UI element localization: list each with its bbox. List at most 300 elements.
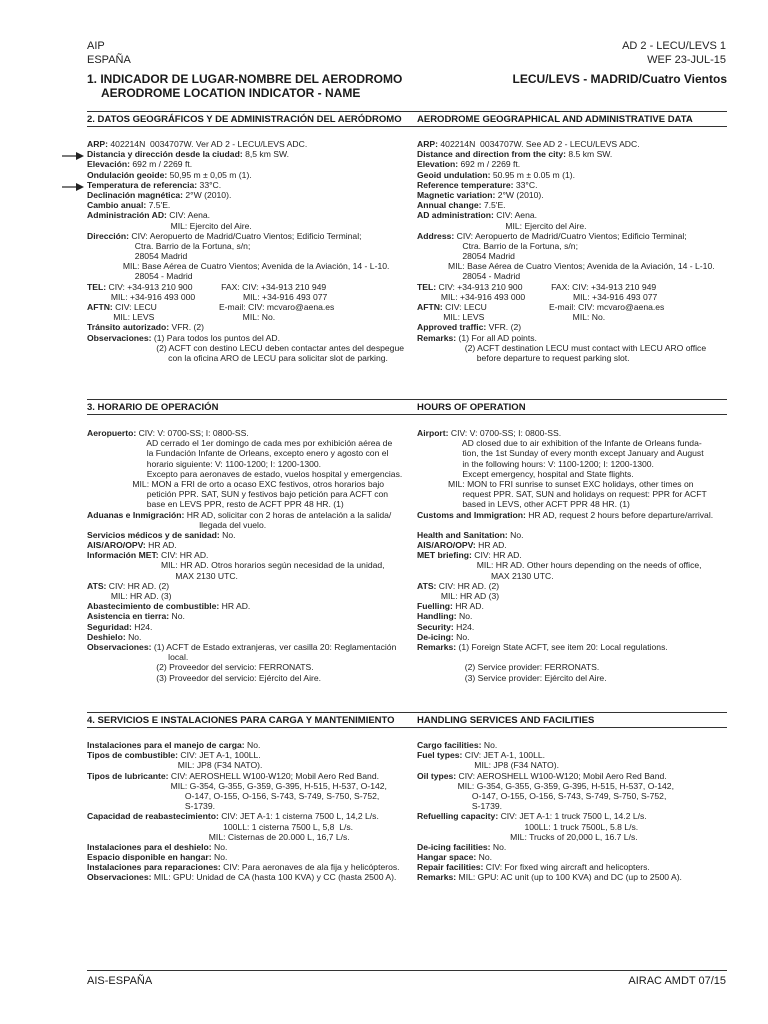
section-heading-es: 2. DATOS GEOGRÁFICOS Y DE ADMINISTRACIÓN DEL AERÓDROMO (87, 114, 402, 125)
section-rule (87, 126, 727, 127)
section-2-right-column (417, 139, 737, 363)
section-heading-es: 3. HORARIO DE OPERACIÓN (87, 402, 219, 413)
field-value: MAX 2130 UTC. (87, 570, 238, 581)
text-line (417, 781, 737, 791)
field-value: (2) Service provider: FERRONATS. (417, 662, 600, 673)
field-label: Servicios médicos y de sanidad: (87, 529, 220, 540)
field-label: Aeropuerto: (87, 428, 137, 438)
field-value: Excepto para aeronaves de estado, vuelos hospital y emergencias. (87, 468, 403, 479)
field-value: O-147, O-155, O-156, S-743, S-749, S-750, S-752, (417, 790, 667, 801)
field-value: 2°W (2010). (495, 189, 544, 200)
section-rule (87, 727, 727, 728)
field-label: Address: (417, 230, 455, 241)
field-value: No. (490, 841, 507, 852)
text-line (417, 261, 737, 271)
field-label: Cambio anual: (87, 200, 147, 211)
aerodrome-name: LECU/LEVS - MADRID/Cuatro Vientos (512, 72, 727, 86)
field-value: MIL: LEVS MIL: No. (417, 312, 606, 323)
field-value: No. (169, 611, 185, 622)
field-label: Asistencia en tierra: (87, 611, 170, 622)
field-label: Approved traffic: (417, 322, 487, 333)
text-line (417, 210, 737, 220)
field-label: Handling: (417, 611, 457, 622)
text-line (417, 560, 737, 570)
field-label: Administración AD: (87, 210, 167, 221)
text-line (417, 801, 737, 811)
text-line (87, 811, 407, 821)
field-value: (2) ACFT destination LECU must contact with LECU ARO office (417, 342, 707, 353)
field-value: 28054 Madrid (417, 251, 515, 262)
field-label: AIS/ARO/OPV: (417, 540, 476, 551)
field-value: No. (211, 841, 228, 852)
field-value: 33°C. (513, 179, 538, 190)
field-value: tion, the 1st Sunday of every month except January and August (417, 448, 704, 459)
section-4-left-column (87, 740, 407, 883)
text-line (417, 149, 737, 159)
field-value: CIV: LECU E-mail: CIV: mcvaro@aena.es (112, 302, 335, 312)
text-line (87, 302, 407, 312)
field-value: 8.5 km SW. (566, 149, 613, 160)
section-rule (87, 712, 727, 713)
text-line (87, 832, 407, 842)
section-rule (87, 111, 727, 112)
text-line (87, 448, 407, 458)
field-label: Observaciones: (87, 641, 152, 652)
field-label: Cargo facilities: (417, 740, 482, 750)
field-label: Remarks: (417, 332, 457, 343)
text-line (417, 469, 737, 479)
text-line (87, 662, 407, 672)
field-value: No. (125, 631, 142, 642)
text-line (417, 760, 737, 770)
field-value: MAX 2130 UTC. (417, 570, 554, 581)
field-value: 33°C. (197, 179, 222, 190)
text-line (87, 190, 407, 200)
field-value: (3) Proveedor del servicio: Ejército del Aire. (87, 672, 322, 683)
text-line (87, 271, 407, 281)
text-line (87, 139, 407, 149)
field-label: Fuelling: (417, 601, 453, 612)
text-line (417, 591, 737, 601)
text-line (87, 251, 407, 261)
text-line (417, 872, 737, 882)
text-line (87, 560, 407, 570)
field-value: 2°W (2010). (183, 189, 232, 200)
field-label: Observaciones: (87, 332, 152, 343)
text-line (87, 510, 407, 520)
text-line (87, 241, 407, 251)
section-rule (87, 399, 727, 400)
text-line (417, 673, 737, 683)
header-left-aip: AIP (87, 40, 105, 52)
text-line (87, 499, 407, 509)
field-value: CIV: Aena. (493, 210, 538, 221)
field-value: CIV: HR AD. (2) (106, 580, 170, 591)
text-line (87, 842, 407, 852)
field-label: Remarks: (417, 872, 457, 883)
field-label: Instalaciones para reparaciones: (87, 862, 221, 873)
field-label: TEL: (417, 281, 437, 292)
text-line (417, 459, 737, 469)
text-line (417, 438, 737, 448)
footer-left: AIS-ESPAÑA (87, 975, 153, 987)
text-line (87, 611, 407, 621)
field-value: 50,95 m ± 0,05 m (1). (167, 169, 252, 180)
text-line (417, 322, 737, 332)
field-label: Reference temperature: (417, 179, 514, 190)
field-label: Distance and direction from the city: (417, 149, 566, 160)
footer-rule (87, 970, 727, 971)
text-line (417, 740, 737, 750)
field-label: Oil types: (417, 770, 457, 781)
field-label: Declinación magnética: (87, 189, 183, 200)
text-line (87, 520, 407, 530)
field-label: ARP: (87, 139, 109, 149)
field-value: request PPR. SAT, SUN and holidays on request: PPR for ACFT (417, 489, 707, 500)
text-line (87, 750, 407, 760)
text-line (87, 333, 407, 343)
header-right-page-ref: AD 2 - LECU/LEVS 1 (622, 40, 726, 52)
text-line (417, 571, 737, 581)
field-label: Repair facilities: (417, 862, 484, 873)
field-label: Tipos de combustible: (87, 750, 179, 761)
text-line (417, 479, 737, 489)
field-value: MIL: Base Aérea de Cuatro Vientos; Avenida de la Aviación, 14 - L-10. (417, 261, 715, 272)
field-value: (1) ACFT de Estado extranjeras, ver casilla 20: Reglamentación (151, 641, 397, 652)
field-value: AD closed due to air exhibition of the Infante de Orleans funda- (417, 438, 702, 449)
field-value: con la oficina ARO de LECU para solicitar slot de parking. (87, 352, 388, 363)
text-line (87, 322, 407, 332)
text-line (417, 333, 737, 343)
field-label: Tipos de lubricante: (87, 770, 169, 781)
text-line (417, 550, 737, 560)
field-value: S-1739. (417, 801, 503, 812)
field-label: Hangar space: (417, 852, 477, 863)
field-label: Observaciones: (87, 872, 152, 883)
field-label: Deshielo: (87, 631, 126, 642)
text-line (87, 530, 407, 540)
field-value: CIV: AEROSHELL W100-W120; Mobil Aero Red Band. (168, 770, 379, 781)
text-line (87, 591, 407, 601)
field-label: Capacidad de reabastecimiento: (87, 811, 219, 822)
text-line (87, 673, 407, 683)
text-line (87, 601, 407, 611)
header-right-effective-date: WEF 23-JUL-15 (647, 54, 726, 66)
text-line (87, 343, 407, 353)
text-line (417, 312, 737, 322)
field-value: HR AD. (145, 540, 177, 551)
field-value: No. (481, 740, 498, 750)
field-value: Except emergency, hospital and State flights. (417, 468, 634, 479)
field-value: No. (453, 631, 470, 642)
field-value: MIL: HR AD. Other hours depending on the needs of office, (417, 560, 702, 571)
text-line (417, 170, 737, 180)
field-value: CIV: HR AD. (2) (436, 580, 500, 591)
field-value: CIV: JET A-1, 100LL. (178, 750, 261, 761)
text-line (417, 428, 737, 438)
text-line (87, 622, 407, 632)
field-value: CIV: JET A-1, 100LL. (462, 750, 546, 761)
text-line (417, 581, 737, 591)
field-value: MIL: Cisternas de 20.000 L, 16,7 L/s. (87, 831, 350, 842)
field-label: ARP: (417, 139, 439, 149)
text-line (87, 479, 407, 489)
field-value: S-1739. (87, 801, 215, 812)
field-value: MIL: Ejercito del Aire. (417, 220, 587, 231)
text-line (87, 791, 407, 801)
field-value: CIV: For fixed wing aircraft and helicopters. (483, 862, 650, 873)
text-line (87, 159, 407, 169)
text-line (87, 353, 407, 363)
text-line (87, 771, 407, 781)
field-value: MIL: +34-916 493 000 MIL: +34-916 493 077 (417, 291, 658, 302)
field-value: 28054 - Madrid (87, 271, 193, 282)
field-label: Instalaciones para el deshielo: (87, 841, 212, 852)
text-line (87, 632, 407, 642)
section-3-right-column (417, 428, 737, 683)
text-line (417, 862, 737, 872)
text-line (417, 652, 737, 662)
text-line (417, 448, 737, 458)
title-english: AERODROME LOCATION INDICATOR - NAME (101, 86, 361, 100)
field-value: No. (211, 852, 228, 863)
field-value: horario siguiente: V: 1100-1200; I: 1200-1300. (87, 458, 322, 469)
section-3-left-column (87, 428, 407, 683)
field-value: CIV: Para aeronaves de ala fija y helicópteros. (220, 862, 400, 873)
field-value: before departure to request parking slot. (417, 352, 630, 363)
field-label: ATS: (87, 580, 107, 591)
field-label: AIS/ARO/OPV: (87, 540, 146, 551)
field-value: CIV: +34-913 210 900 FAX: CIV: +34-913 210 949 (436, 281, 657, 292)
field-value: 28054 - Madrid (417, 271, 521, 282)
field-label: Annual change: (417, 200, 482, 211)
text-line (87, 231, 407, 241)
text-line (417, 499, 737, 509)
field-value: petición PPR. SAT, SUN y festivos bajo petición para ACFT con (87, 489, 389, 500)
field-label: Dirección: (87, 230, 130, 241)
field-value: (2) Proveedor del servicio: FERRONATS. (87, 662, 314, 673)
field-label: TEL: (87, 281, 107, 292)
text-line (87, 170, 407, 180)
field-value: MIL: JP8 (F34 NATO). (87, 760, 263, 771)
field-value: CIV: V: 0700-SS; I: 0800-SS. (136, 428, 249, 438)
field-value: 8,5 km SW. (242, 149, 290, 160)
text-line (417, 231, 737, 241)
field-value: HR AD, request 2 hours before departure/arrival. (525, 509, 714, 520)
field-label: Elevación: (87, 159, 130, 170)
text-line (417, 343, 737, 353)
text-line (87, 872, 407, 882)
field-value: CIV: +34-913 210 900 FAX: CIV: +34-913 210 949 (106, 281, 327, 292)
field-value: CIV: AEROSHELL W100-W120; Mobil Aero Red Band. (456, 770, 667, 781)
field-value: local. (87, 652, 189, 663)
text-line (417, 200, 737, 210)
text-line (87, 862, 407, 872)
text-line (87, 581, 407, 591)
field-value: based in LEVS, other ACFT PPR 48 HR. (1) (417, 499, 630, 510)
field-value: 692 m / 2269 ft. (458, 159, 521, 170)
text-line (417, 811, 737, 821)
field-value: base en LEVS PPR, resto de ACFT PPR 48 HR. (1) (87, 499, 344, 510)
field-label: Temperatura de referencia: (87, 179, 198, 190)
arrow-marker-icon (62, 152, 84, 160)
field-value: MIL: G-354, G-355, G-359, G-395, H-515, H-537, O-142, (87, 780, 387, 791)
text-line (417, 241, 737, 251)
section-rule (87, 414, 727, 415)
title-spanish: 1. INDICADOR DE LUGAR-NOMBRE DEL AERODROMO (87, 72, 403, 86)
text-line (417, 282, 737, 292)
field-value: VFR. (2) (486, 322, 522, 333)
field-value: llegada del vuelo. (87, 519, 267, 530)
text-line (87, 221, 407, 231)
arrow-marker-icon (62, 183, 84, 191)
field-value: Ctra. Barrio de la Fortuna, s/n; (417, 240, 578, 251)
field-value: O-147, O-155, O-156, S-743, S-749, S-750, S-752, (87, 790, 380, 801)
field-value: HR AD. (475, 540, 507, 551)
field-label: ATS: (417, 580, 437, 591)
field-value: (1) For all AD points. (456, 332, 537, 343)
text-line (87, 282, 407, 292)
text-line (417, 271, 737, 281)
field-value: 402214N 0034707W. See AD 2 - LECU/LEVS ADC. (438, 139, 640, 149)
field-label: Abastecimiento de combustible: (87, 601, 220, 612)
text-line (417, 642, 737, 652)
field-value: CIV: HR AD. (158, 550, 209, 561)
field-value: la Fundación Infante de Orleans, excepto enero y agosto con el (87, 448, 389, 459)
text-line (417, 251, 737, 261)
text-line (87, 210, 407, 220)
field-label: Refuelling capacity: (417, 811, 499, 822)
text-line (87, 438, 407, 448)
field-label: Magnetic variation: (417, 189, 496, 200)
field-label: Información MET: (87, 550, 159, 561)
field-value: (2) ACFT con destino LECU deben contactar antes del despegue (87, 342, 405, 353)
field-label: Instalaciones para el manejo de carga: (87, 740, 245, 750)
text-line (417, 489, 737, 499)
document-title (87, 72, 727, 100)
field-value: MIL: HR AD. Otros horarios según necesidad de la unidad, (87, 560, 385, 571)
field-label: De-icing facilities: (417, 841, 491, 852)
field-value: HR AD. (452, 601, 484, 612)
field-label: Ondulación geoide: (87, 169, 168, 180)
text-line (87, 550, 407, 560)
text-line (87, 540, 407, 550)
field-label: Customs and Immigration: (417, 509, 526, 520)
text-line (417, 221, 737, 231)
text-line (417, 750, 737, 760)
field-label: Security: (417, 621, 454, 632)
text-line (417, 852, 737, 862)
field-value: CIV: Aeropuerto de Madrid/Cuatro Vientos; Edificio Terminal; (129, 230, 362, 241)
footer-right: AIRAC AMDT 07/15 (628, 975, 726, 987)
field-value: MIL: GPU: Unidad de CA (hasta 100 KVA) y CC (hasta 2500 A). (151, 872, 397, 883)
field-value: MIL: HR AD. (3) (87, 591, 172, 601)
field-value: MIL: Base Aérea de Cuatro Vientos; Avenida de la Aviación, 14 - L-10. (87, 261, 390, 272)
section-heading-en: HANDLING SERVICES AND FACILITIES (417, 715, 595, 726)
field-value: CIV: JET A-1: 1 truck 7500 L, 14.2 L/s. (498, 811, 647, 822)
field-value: 402214N 0034707W. Ver AD 2 - LECU/LEVS ADC. (108, 139, 308, 149)
text-line (87, 760, 407, 770)
field-value: (1) Para todos los puntos del AD. (151, 332, 280, 343)
text-line (87, 642, 407, 652)
field-value: AD cerrado el 1er domingo de cada mes por exhibición aérea de (87, 438, 393, 449)
text-line (417, 180, 737, 190)
section-2-left-column (87, 139, 407, 363)
text-line (417, 842, 737, 852)
field-value: CIV: JET A-1: 1 cisterna 7500 L, 14,2 L/s. (218, 811, 379, 822)
text-line (417, 540, 737, 550)
field-value: HR AD, solicitar con 2 horas de antelación a la salida/ (184, 509, 392, 520)
field-label: Tránsito autorizado: (87, 322, 170, 333)
field-value: CIV: Aena. (166, 210, 211, 221)
field-label: Distancia y dirección desde la ciudad: (87, 149, 243, 160)
text-line (417, 822, 737, 832)
field-label: AFTN: (417, 302, 443, 312)
field-label: Remarks: (417, 641, 457, 652)
field-label: Espacio disponible en hangar: (87, 852, 212, 863)
text-line (87, 428, 407, 438)
text-line (417, 832, 737, 842)
text-line (87, 200, 407, 210)
section-heading-en: HOURS OF OPERATION (417, 402, 526, 413)
field-label: Fuel types: (417, 750, 463, 761)
header-left-country: ESPAÑA (87, 54, 131, 66)
text-line (417, 771, 737, 781)
field-value: H24. (131, 621, 153, 632)
text-line (417, 159, 737, 169)
text-line (417, 662, 737, 672)
text-line (87, 822, 407, 832)
field-label: Geoid undulation: (417, 169, 491, 180)
field-value: 7.5'E. (481, 200, 506, 211)
text-line (417, 622, 737, 632)
field-label: MET briefing: (417, 550, 472, 561)
field-value: (1) Foreign State ACFT, see item 20: Local regulations. (456, 641, 668, 652)
text-line (87, 459, 407, 469)
text-line (87, 652, 407, 662)
field-value: MIL: +34-916 493 000 MIL: +34-916 493 077 (87, 291, 328, 302)
field-value: HR AD. (219, 601, 251, 612)
field-value: CIV: V: 0700-SS; I: 0800-SS. (448, 428, 562, 438)
field-value: MIL: MON a FRI de orto a ocaso EXC festivos, otros horarios bajo (87, 478, 385, 489)
field-value: CIV: LECU E-mail: CIV: mcvaro@aena.es (442, 302, 665, 312)
field-label: AFTN: (87, 302, 113, 312)
field-value: CIV: HR AD. (471, 550, 522, 561)
field-value: No. (507, 529, 524, 540)
field-label: Elevation: (417, 159, 459, 170)
field-value: Ctra. Barrio de la Fortuna, s/n; (87, 240, 251, 251)
text-line (87, 852, 407, 862)
field-value: 100LL: 1 truck 7500L, 5.8 L/s. (417, 821, 639, 832)
field-value: MIL: Ejercito del Aire. (87, 220, 252, 231)
field-label: Seguridad: (87, 621, 132, 632)
text-line (87, 292, 407, 302)
text-line (417, 292, 737, 302)
field-value: No. (244, 740, 261, 750)
field-value: VFR. (2) (169, 322, 204, 333)
field-value: MIL: GPU: AC unit (up to 100 KVA) and DC (up to 2500 A). (456, 872, 682, 883)
field-value: MIL: HR AD (3) (417, 591, 500, 601)
text-line (417, 611, 737, 621)
field-value: 100LL: 1 cisterna 7500 L, 5,8 L/s. (87, 821, 354, 832)
text-line (417, 302, 737, 312)
field-value: MIL: MON to FRI sunrise to sunset EXC holidays, other times on (417, 478, 694, 489)
text-line (417, 510, 737, 520)
field-value: (3) Service provider: Ejército del Aire. (417, 672, 607, 683)
text-line (417, 520, 737, 530)
text-line (417, 353, 737, 363)
field-value: 28054 Madrid (87, 251, 188, 262)
